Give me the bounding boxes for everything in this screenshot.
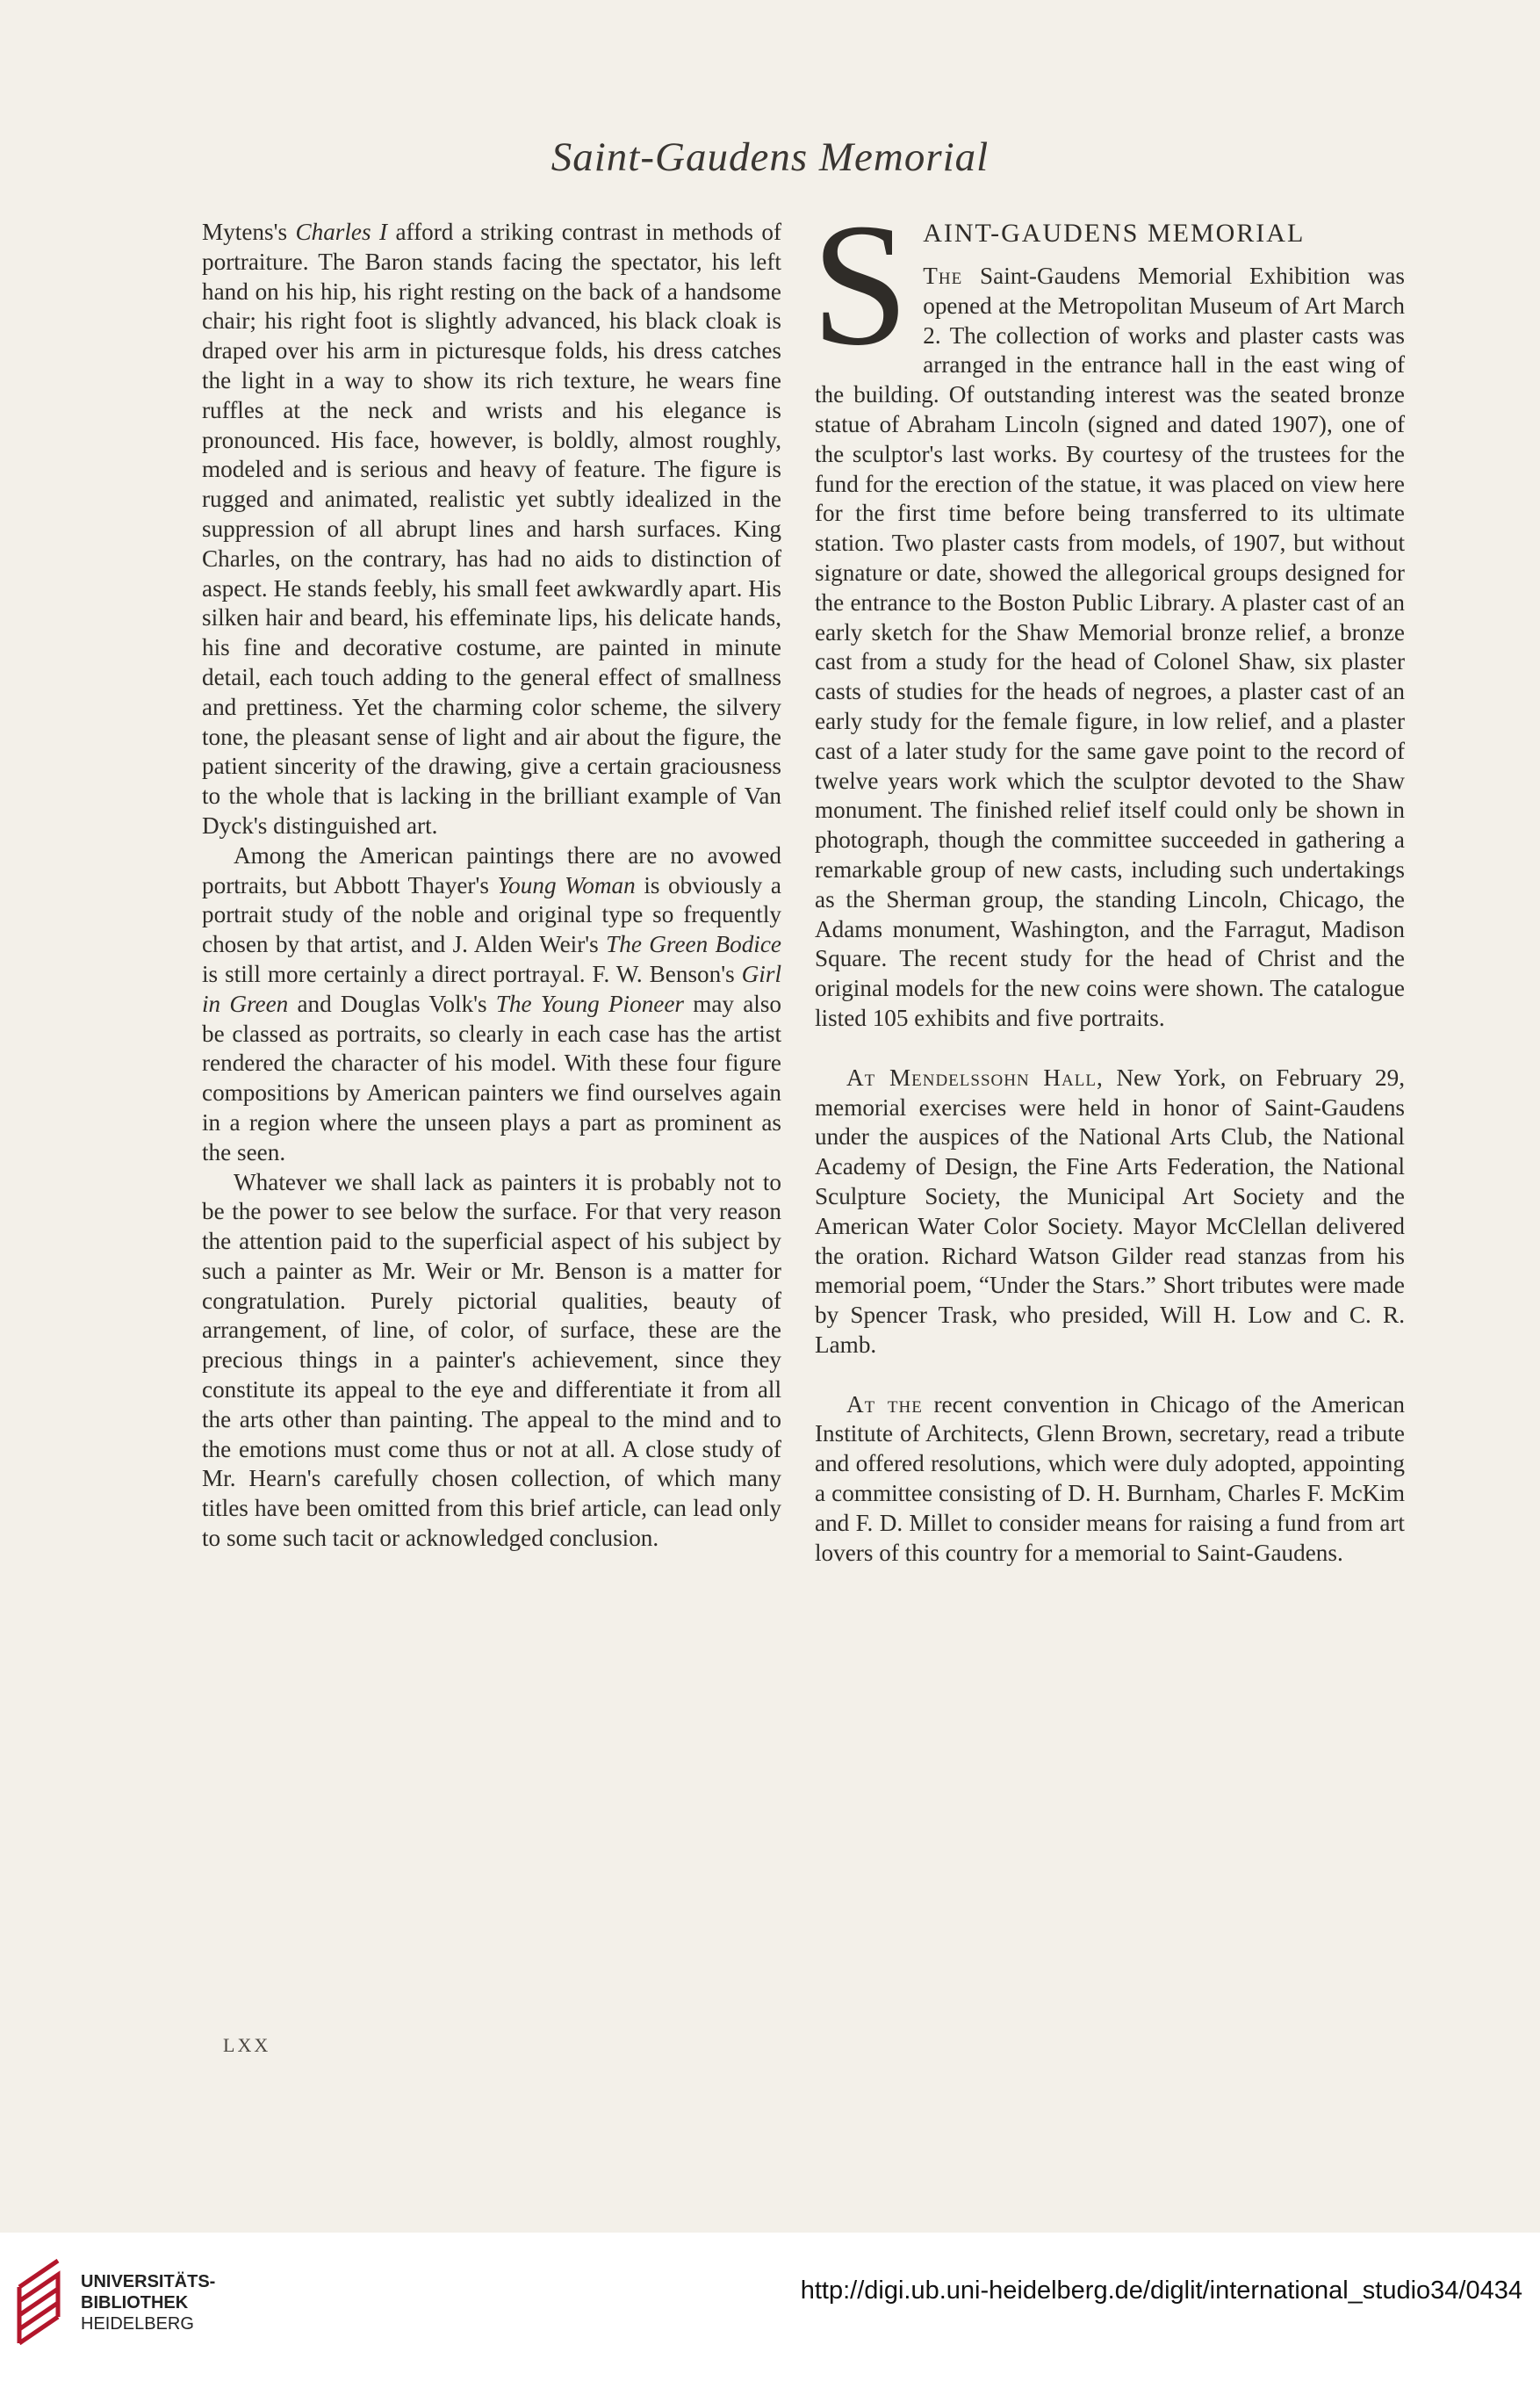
artwork-title: Girl in Green	[202, 960, 781, 1017]
artwork-title: Young Woman	[497, 871, 636, 898]
library-logo-icon	[12, 2255, 74, 2354]
heading-text: AINT-GAUDENS MEMORIAL	[923, 219, 1306, 248]
text-run: Mytens's	[202, 219, 296, 245]
text-run: may also be classed as portraits, so clearly in each case has the artist rendered the character of his model. With these four figure compositions by American painters we find ourselves again in a region where the unseen plays a part as prominent as the seen.	[202, 990, 782, 1165]
text-run: afford a striking contrast in methods of portraiture. The Baron stands facing the spectator, his left hand on his hip, his right resting on the back of a handsome chair; his right foot is slightly advanced, his black cloak is draped over his arm in picturesque folds, his dress catches the light in a way to show its rich texture, he wears fine ruffles at the neck and wrists and his elegance is pronounced. His face, however, is boldly, almost roughly, modeled and is serious and heavy of feature. The figure is rugged and animated, realistic yet subtly idealized in the suppression of all abrupt lines and harsh surfaces. King Charles, on the contrary, has had no aids to distinction of aspect. He stands feebly, his small feet awkwardly apart. His silken hair and beard, his effeminate lips, his delicate hands, his fine and decorative costume, are painted in minute detail, each touch adding to the general effect of smallness and prettiness. Yet the charming color scheme, the silvery tone, the pleasant sense of light and air about the figure, the patient sincerity of the drawing, give a certain graciousness to the whole that is lacking in the brilliant example of Van Dyck's distinguished art.	[202, 219, 782, 839]
text-run: Among the American paintings there are no avowed portraits, but Abbott Thayer's	[202, 841, 781, 898]
running-head: Saint-Gaudens Memorial	[551, 134, 989, 180]
library-name-line: BIBLIOTHEK	[81, 2293, 189, 2312]
artwork-title: Charles I	[295, 219, 388, 245]
source-url-link[interactable]: http://digi.ub.uni-heidelberg.de/diglit/international_studio34/0434	[800, 2276, 1522, 2305]
artwork-title: The Green Bodice	[606, 931, 781, 958]
drop-cap: S	[811, 188, 910, 382]
text-run: is still more certainly a direct portrayal. F. W. Benson's	[202, 960, 742, 987]
text-run: and Douglas Volk's	[288, 990, 496, 1017]
artwork-title: The Young Pioneer	[495, 990, 685, 1017]
library-name-line: UNIVERSITÄTS-	[81, 2272, 216, 2291]
text-run: New York, on February 29, memorial exercises were held in honor of Saint-Gaudens under the auspices of the National Arts Club, the National Academy of Design, the Fine Arts Federation, the National Sculpture Society, the Municipal Art Society and the American Water Color Society. Mayor McClellan delivered the oration. Richard Watson Gilder read stanzas from his memorial poem, “Under the Stars.” Short tributes were made by Spencer Trask, who presided, Will H. Low and C. R. Lamb.	[815, 1064, 1406, 1358]
text-run: recent convention in Chicago of the American Institute of Architects, Glenn Brown, secretary, read a tribute and offered resolutions, which were duly adopted, appointing a committee consisting of D. H. Burnham, Charles F. McKim and F. D. Millet to consider means for raising a fund from art lovers of this country for a memorial to Saint-Gaudens.	[815, 1390, 1405, 1566]
digitization-footer	[0, 2233, 1540, 2381]
paragraph-architects	[815, 1390, 1405, 1569]
paragraph-mendelssohn	[815, 1064, 1405, 1360]
lead-in: The	[923, 263, 963, 289]
library-name-line: HEIDELBERG	[81, 2314, 194, 2334]
right-column	[811, 188, 1406, 1568]
left-column	[202, 218, 781, 1554]
library-name	[81, 2271, 215, 2334]
page-folio: LXX	[223, 2034, 271, 2056]
text-run: Saint-Gaudens Memorial Exhibition was opened at the Metropolitan Museum of Art March 2. The collection of works and plaster casts was arranged in the entrance hall in the east wing of the building. Of outstanding interest was the seated bronze statue of Abraham Lincoln (signed and dated 1907), one of the sculptor's last works. By courtesy of the trustees for the fund for the erection of the statue, it was placed on view here for the first time before being transferred to its ultimate station. Two plaster casts from models, of 1907, but without signature or date, showed the allegorical groups designed for the entrance to the Boston Public Library. A plaster cast of an early sketch for the Shaw Memorial bronze relief, a bronze cast from a study for the head of Colonel Shaw, six plaster casts of studies for the heads of negroes, a plaster cast of an early study for the female figure, in low relief, and a plaster cast of a later study for the same gave point to the record of twelve years work which the sculptor devoted to the Shaw monument. The finished relief itself could only be shown in photograph, though the committee succeeded in gathering a remarkable group of new casts, including such undertakings as the Sherman group, the standing Lincoln, Chicago, the Adams monument, Washington, and the Farragut, Madison Square. The recent study for the head of Christ and the original models for the new coins were shown. The catalogue listed 105 exhibits and five portraits.	[815, 263, 1405, 1031]
text-run: is obviously a portrait study of the noble and original type so frequently chosen by that artist, and J. Alden Weir's	[202, 871, 781, 958]
lead-in: At Mendelssohn Hall,	[846, 1064, 1104, 1091]
lead-in: At the	[846, 1390, 923, 1418]
paragraph-conclusion: Whatever we shall lack as painters it is probably not to be the power to see below the surface. For that very reason the attention paid to the superficial aspect of his subject by such a painter as Mr. Weir or Mr. Benson is a matter for congratulation. Purely pictorial qualities, beauty of arrangement, of line, of color, of surface, these are the precious things in a painter's achievement, since they constitute its appeal to the eye and differentiate it from all the arts other than painting. The appeal to the mind and to the emotions must come thus or not at all. A close study of Mr. Hearn's carefully chosen collection, of which many titles have been omitted from this brief article, can lead only to some such tacit or acknowledged conclusion.	[202, 1168, 781, 1552]
paragraph-american-paintings	[202, 841, 781, 1168]
paragraph-mytens	[202, 218, 781, 841]
